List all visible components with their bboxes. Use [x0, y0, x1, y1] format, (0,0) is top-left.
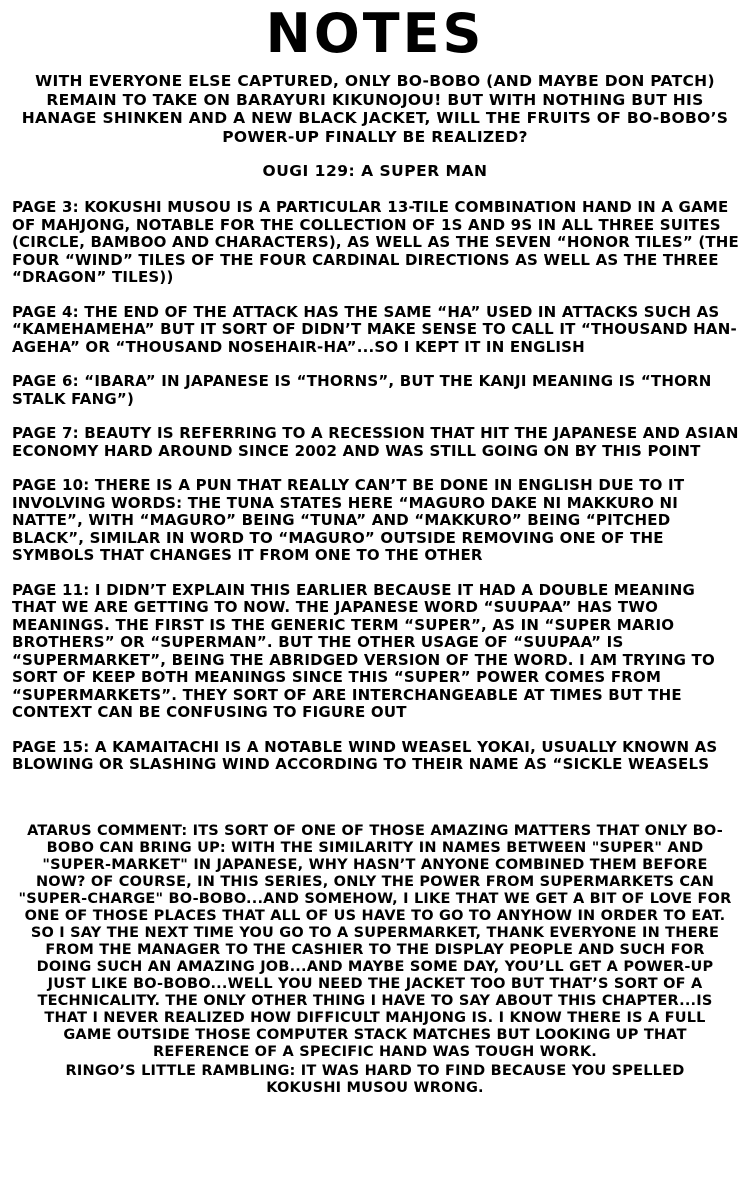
- note-page-4: PAGE 4: THE END OF THE ATTACK HAS THE SAME “HA” USED IN ATTACKS SUCH AS “KAMEHAMEHA” BUT IT SORT OF DIDN’T MAKE SENSE TO CALL IT “THOUSAND HAN-AGEHA” OR “THOUSAND NOSEHAIR-HA”...SO I KEPT IT IN ENGLISH: [12, 302, 737, 356]
- note-page-6: PAGE 6: “IBARA” IN JAPANESE IS “THORNS”, BUT THE KANJI MEANING IS “THORN STALK FANG”): [12, 372, 712, 408]
- atarus-comment: ATARUS COMMENT: ITS SORT OF ONE OF THOSE AMAZING MATTERS THAT ONLY BO-BOBO CAN BRING UP: WITH THE SIMILARITY IN NAMES BETWEEN "SUPER" AND "SUPER-MARKET" IN JAPANESE, WHY HASN’T ANYONE COMBINED THEM BEFORE NOW? OF COURSE, IN THIS SERIES, ONLY THE POWER FROM SUPERMARKETS CAN "SUPER-CHARGE" BO-BOBO...AND SOMEHOW, I LIKE THAT WE GET A BIT OF LOVE FOR ONE OF THOSE PLACES THAT ALL OF US HAVE TO GO TO ANYHOW IN ORDER TO EAT. SO I SAY THE NEXT TIME YOU GO TO A SUPERMARKET, THANK EVERYONE IN THERE FROM THE MANAGER TO THE CASHIER TO THE DISPLAY PEOPLE AND SUCH FOR DOING SUCH AN AMAZING JOB...AND MAYBE SOME DAY, YOU’LL GET A POWER-UP JUST LIKE BO-BOBO...WELL YOU NEED THE JACKET TOO BUT THAT’S SORT OF A TECHNICALITY. THE ONLY OTHER THING I HAVE TO SAY ABOUT THIS CHAPTER...IS THAT I NEVER REALIZED HOW DIFFICULT MAHJONG IS. I KNOW THERE IS A FULL GAME OUTSIDE THOSE COMPUTER STACK MATCHES BUT LOOKING UP THAT REFERENCE OF A SPECIFIC HAND WAS TOUGH WORK.: [18, 823, 732, 1060]
- translation-notes: [12, 199, 740, 791]
- note-page-3: PAGE 3: KOKUSHI MUSOU IS A PARTICULAR 13-TILE COMBINATION HAND IN A GAME OF MAHJONG, NOTABLE FOR THE COLLECTION OF 1S AND 9S IN ALL THREE SUITES (CIRCLE, BAMBOO AND CHARACTERS), AS WELL AS THE SEVEN “HONOR TILES” (THE FOUR “WIND” TILES OF THE FOUR CARDINAL DIRECTIONS AS WELL AS THE THREE “DRAGON” TILES)): [12, 198, 740, 286]
- page-title: NOTES: [265, 2, 485, 65]
- chapter-heading: OUGI 129: A SUPER MAN: [262, 162, 488, 180]
- chapter-summary: WITH EVERYONE ELSE CAPTURED, ONLY BO-BOBO (AND MAYBE DON PATCH) REMAIN TO TAKE ON BARAYURI KIKUNOJOU! BUT WITH NOTHING BUT HIS HANAGE SHINKEN AND A NEW BLACK JACKET, WILL THE FRUITS OF BO-BOBO’S POWER-UP FINALLY BE REALIZED?: [21, 72, 729, 146]
- note-page-7: PAGE 7: BEAUTY IS REFERRING TO A RECESSION THAT HIT THE JAPANESE AND ASIAN ECONOMY HARD AROUND SINCE 2002 AND WAS STILL GOING ON BY THIS POINT: [12, 424, 739, 460]
- note-page-15: PAGE 15: A KAMAITACHI IS A NOTABLE WIND WEASEL YOKAI, USUALLY KNOWN AS BLOWING OR SLASHING WIND ACCORDING TO THEIR NAME AS “SICKLE WEASELS: [12, 737, 718, 773]
- note-page-10: PAGE 10: THERE IS A PUN THAT REALLY CAN’T BE DONE IN ENGLISH DUE TO IT INVOLVING WORDS: THE TUNA STATES HERE “MAGURO DAKE NI MAKKURO NI NATTE”, WITH “MAGURO” BEING “TUNA” AND “MAKKURO” BEING “PITCHED BLACK”, SIMILAR IN WORD TO “MAGURO” OUTSIDE REMOVING ONE OF THE SYMBOLS THAT CHANGES IT FROM ONE TO THE OTHER: [12, 476, 685, 564]
- ringo-rambling: RINGO’S LITTLE RAMBLING: IT WAS HARD TO FIND BECAUSE YOU SPELLED KOKUSHI MUSOU WRONG.: [65, 1063, 685, 1096]
- note-page-11: PAGE 11: I DIDN’T EXPLAIN THIS EARLIER BECAUSE IT HAD A DOUBLE MEANING THAT WE ARE GETTING TO NOW. THE JAPANESE WORD “SUUPAA” HAS TWO MEANINGS. THE FIRST IS THE GENERIC TERM “SUPER”, AS IN “SUPER MARIO BROTHERS” OR “SUPERMAN”. BUT THE OTHER USAGE OF “SUUPAA” IS “SUPERMARKET”, BEING THE ABRIDGED VERSION OF THE WORD. I AM TRYING TO SORT OF KEEP BOTH MEANINGS SINCE THIS “SUPER” POWER COMES FROM “SUPERMARKETS”. THEY SORT OF ARE INTERCHANGEABLE AT TIMES BUT THE CONTEXT CAN BE CONFUSING TO FIGURE OUT: [12, 580, 715, 721]
